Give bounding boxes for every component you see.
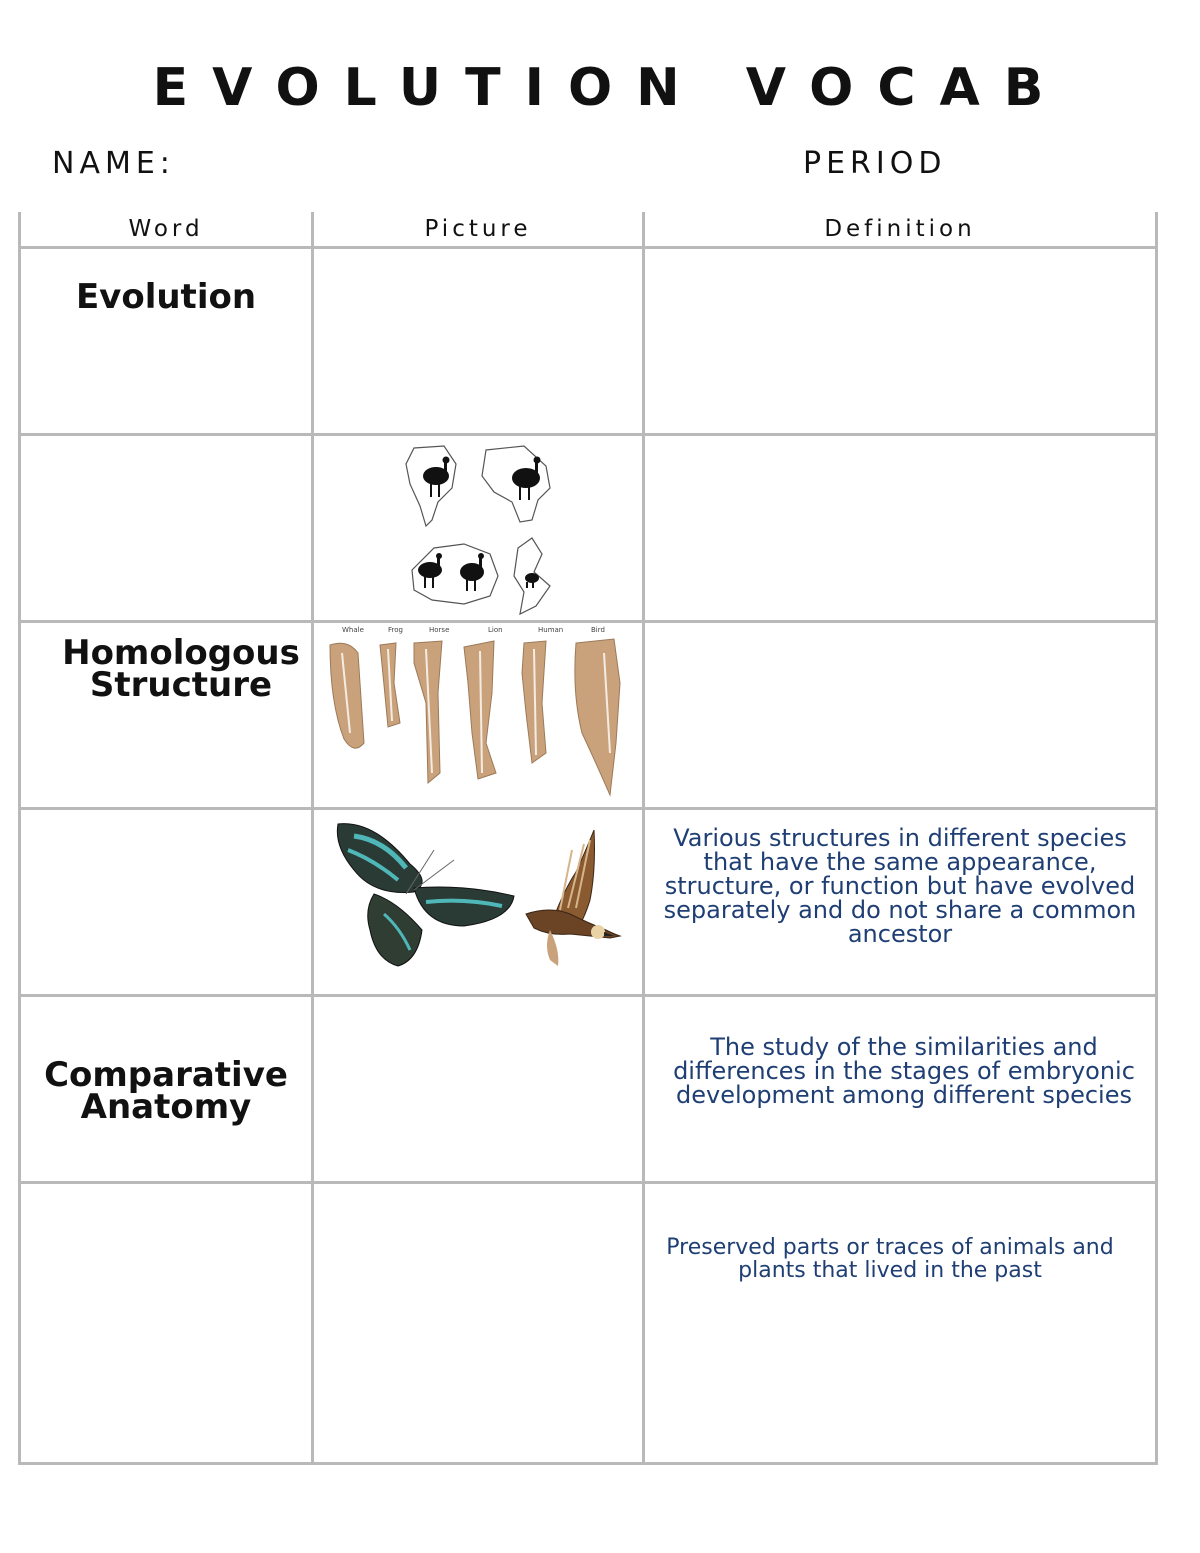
bird-wing <box>575 639 620 795</box>
butterfly-bird-image <box>314 810 645 994</box>
definition-text: The study of the similarities and differences in the stages of embryonic development among different species <box>673 1033 1135 1109</box>
definition-text: Various structures in different species that have the same appearance, structure, or function but have evolved separately and do not share a common ancestor <box>663 824 1137 948</box>
definition-cell <box>644 1183 1157 1464</box>
picture-cell <box>313 435 644 622</box>
definition-cell <box>644 809 1157 996</box>
limb-label: Lion <box>488 626 503 634</box>
picture-cell <box>313 1183 644 1464</box>
definition-text: Preserved parts or traces of animals and plants that lived in the past <box>666 1235 1114 1283</box>
table-header-row <box>20 212 1157 248</box>
bird-of-prey <box>526 830 620 966</box>
definition-cell <box>644 996 1157 1183</box>
word-cell <box>20 809 313 996</box>
word-cell <box>20 435 313 622</box>
word-cell <box>20 248 313 435</box>
definition-cell <box>644 622 1157 809</box>
table-row <box>20 435 1157 622</box>
table-row <box>20 1183 1157 1464</box>
limb-label: Whale <box>342 626 364 634</box>
vocab-word: Homologous Structure <box>62 633 300 705</box>
table-row <box>20 996 1157 1183</box>
homologous-limbs-image <box>314 623 645 807</box>
word-cell <box>20 1183 313 1464</box>
horse-limb <box>414 641 442 783</box>
vocab-table <box>18 212 1158 1465</box>
picture-cell <box>313 248 644 435</box>
table-row <box>20 809 1157 996</box>
page-title: EVOLUTION VOCAB <box>152 58 1068 118</box>
column-header-word: Word <box>20 212 313 248</box>
table-row <box>20 248 1157 435</box>
picture-cell <box>313 809 644 996</box>
vocab-word: Evolution <box>75 277 257 317</box>
picture-cell <box>313 622 644 809</box>
name-label: NAME: <box>52 146 175 181</box>
limb-label: Frog <box>388 626 403 634</box>
vocab-word: Comparative Anatomy <box>44 1055 288 1127</box>
ratite-birds-map-image <box>314 436 645 620</box>
definition-cell <box>644 248 1157 435</box>
column-header-picture: Picture <box>313 212 644 248</box>
picture-cell <box>313 996 644 1183</box>
limb-label: Bird <box>591 626 605 634</box>
limb-label: Human <box>538 626 564 634</box>
word-cell <box>20 622 313 809</box>
word-cell <box>20 996 313 1183</box>
column-header-definition: Definition <box>644 212 1157 248</box>
period-label: PERIOD <box>803 146 947 181</box>
limb-label: Horse <box>429 626 450 634</box>
definition-cell <box>644 435 1157 622</box>
butterfly <box>337 824 514 966</box>
table-row <box>20 622 1157 809</box>
